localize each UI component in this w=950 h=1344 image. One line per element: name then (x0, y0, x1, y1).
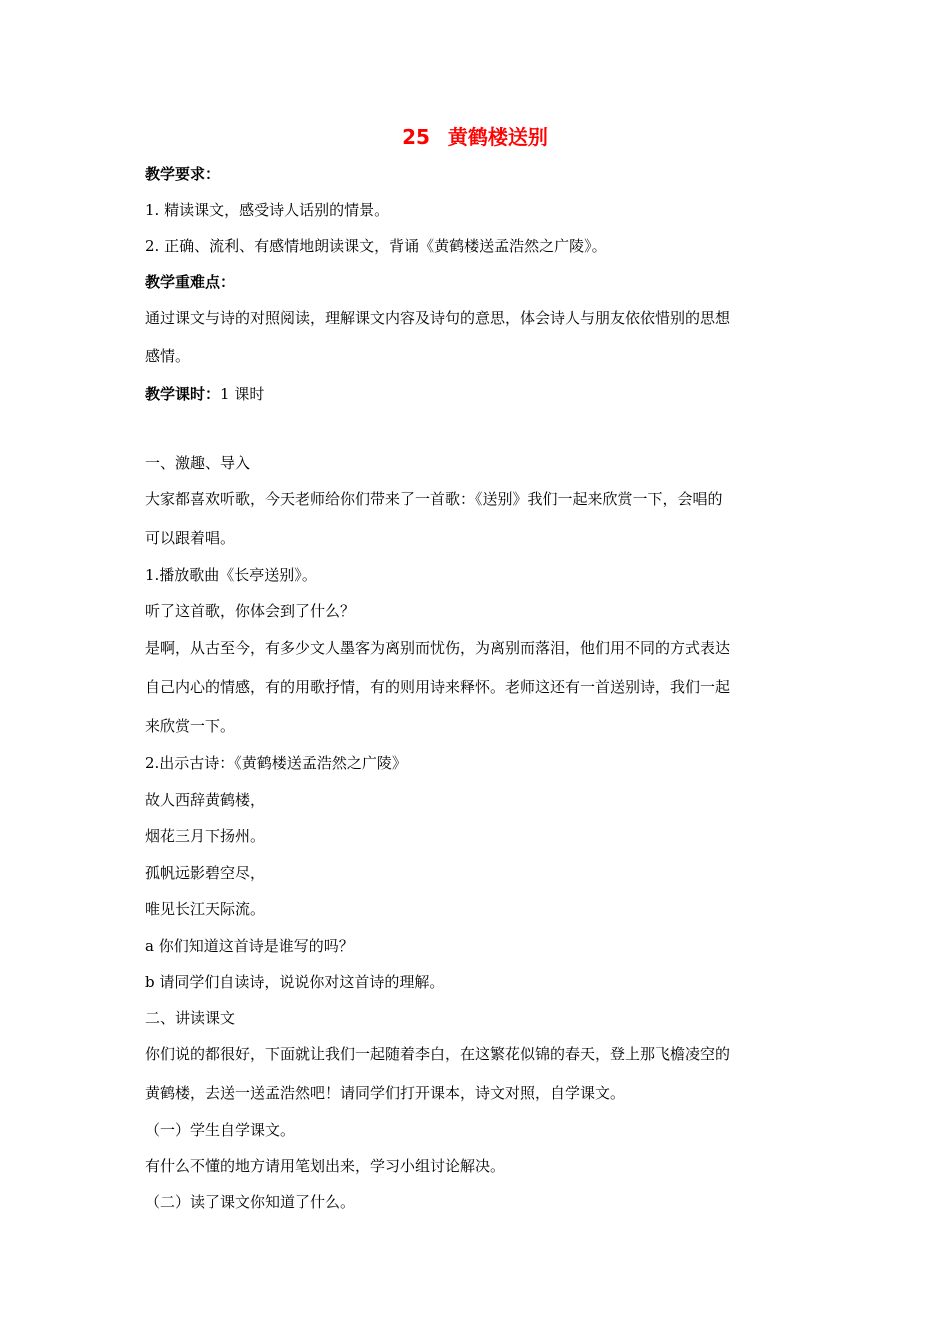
paragraph-line: 听了这首歌，你体会到了什么？ (145, 602, 356, 620)
poem-line: 孤帆远影碧空尽， (145, 864, 266, 882)
poem-line: 唯见长江天际流。 (145, 900, 266, 918)
lesson-number: 25 (402, 125, 430, 149)
key-points-text: 感情。 (145, 347, 191, 365)
section-heading: 一、激趣、导入 (145, 454, 251, 472)
paragraph-line: 你们说的都很好，下面就让我们一起随着李白，在这繁花似锦的春天，登上那飞檐凌空的 (145, 1045, 731, 1063)
requirements-heading: 教学要求： (145, 165, 221, 183)
section-heading: 二、讲读课文 (145, 1009, 236, 1027)
requirement-item: 2. 正确、流利、有感情地朗读课文，背诵《黄鹤楼送孟浩然之广陵》。 (145, 237, 607, 255)
question-line: b 请同学们自读诗，说说你对这首诗的理解。 (145, 973, 445, 991)
poem-line: 烟花三月下扬州。 (145, 827, 266, 845)
paragraph-line: 大家都喜欢听歌，今天老师给你们带来了一首歌：《送别》我们一起来欣赏一下，会唱的 (145, 490, 723, 508)
paragraph-line: 可以跟着唱。 (145, 529, 236, 547)
key-points-text: 通过课文与诗的对照阅读，理解课文内容及诗句的意思，体会诗人与朋友依依惜别的思想 (145, 309, 731, 327)
requirement-item: 1. 精读课文，感受诗人话别的情景。 (145, 201, 390, 219)
class-hours-value: 1 课时 (220, 385, 265, 403)
paragraph-line: 2.出示古诗：《黄鹤楼送孟浩然之广陵》 (145, 754, 407, 772)
paragraph-line: 是啊，从古至今，有多少文人墨客为离别而忧伤，为离别而落泪，他们用不同的方式表达 (145, 639, 731, 657)
paragraph-line: 有什么不懂的地方请用笔划出来，学习小组讨论解决。 (145, 1157, 506, 1175)
paragraph-line: （二）读了课文你知道了什么。 (145, 1193, 356, 1211)
class-hours-heading: 教学课时： (145, 385, 221, 403)
document-title (0, 124, 950, 150)
paragraph-line: 自己内心的情感，有的用歌抒情，有的则用诗来释怀。老师这还有一首送别诗，我们一起 (145, 678, 731, 696)
paragraph-line: 1.播放歌曲《长亭送别》。 (145, 566, 317, 584)
class-hours (145, 383, 815, 405)
key-points-heading: 教学重难点： (145, 273, 236, 291)
question-line: a 你们知道这首诗是谁写的吗？ (145, 937, 354, 955)
poem-line: 故人西辞黄鹤楼， (145, 791, 266, 809)
paragraph-line: 来欣赏一下。 (145, 717, 236, 735)
paragraph-line: 黄鹤楼，去送一送孟浩然吧！请同学们打开课本，诗文对照，自学课文。 (145, 1084, 626, 1102)
lesson-title: 黄鹤楼送别 (447, 125, 548, 149)
paragraph-line: （一）学生自学课文。 (145, 1121, 296, 1139)
